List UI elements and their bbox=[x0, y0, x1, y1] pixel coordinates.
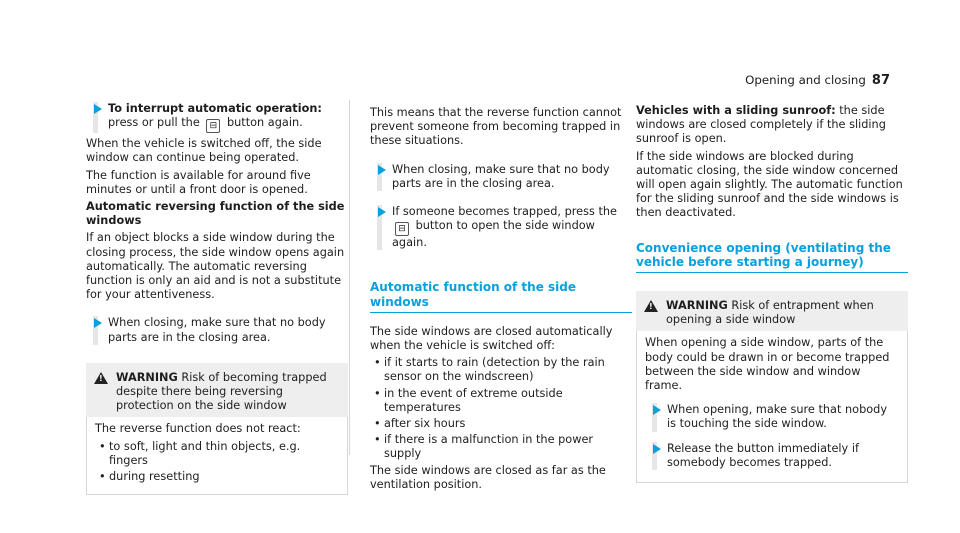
warning-body: The reverse function does not react: bbox=[95, 422, 301, 436]
warning-triangle-icon: ! bbox=[94, 372, 108, 384]
step-arrow-icon bbox=[378, 207, 386, 217]
step-release bbox=[645, 442, 899, 470]
list-item: • after six hours bbox=[384, 417, 632, 431]
warning-list bbox=[95, 440, 339, 485]
section-heading: Convenience opening (ventilating the vehicle before starting a journey) bbox=[636, 241, 908, 273]
page-header bbox=[745, 73, 890, 88]
warning-label: WARNING bbox=[116, 370, 178, 384]
paragraph: The side windows are closed as far as the ventilation position. bbox=[370, 463, 606, 491]
column-1 bbox=[86, 102, 348, 495]
step-title: To interrupt automatic operation: bbox=[108, 102, 322, 115]
section-heading: Automatic function of the side windows bbox=[370, 280, 632, 312]
paragraph: If an object blocks a side window during the closing process, the side window opens again automatically. The automatic reversing function is only an aid and is not a substitute for your attentiveness. bbox=[86, 231, 345, 302]
step-arrow-icon bbox=[94, 104, 102, 114]
paragraph: The side windows are closed automatically when the vehicle is switched off: bbox=[370, 324, 613, 353]
paragraph: If the side windows are blocked during automatic closing, the side window concerned will open again slightly. The automatic function for the sliding sunroof and the side windows is then deactivated. bbox=[636, 149, 903, 220]
list-item: • during resetting bbox=[109, 470, 339, 484]
step-arrow-icon bbox=[653, 444, 661, 454]
warning-box bbox=[86, 363, 348, 495]
step-interrupt bbox=[86, 102, 348, 133]
step-closing bbox=[86, 316, 348, 344]
bullet-list bbox=[370, 356, 632, 461]
window-switch-icon: ⊟ bbox=[206, 119, 220, 133]
warning-text: Risk of entrapment when opening a side window bbox=[666, 299, 874, 327]
paragraph: the side windows are closed completely if the sliding sunroof is open. bbox=[636, 104, 886, 146]
subheading: Automatic reversing function of the side windows bbox=[86, 200, 345, 228]
paragraph: When the vehicle is switched off, the side window can continue being operated. bbox=[86, 137, 322, 165]
warning-text: Risk of becoming trapped despite there being reversing protection on the side window bbox=[116, 370, 327, 413]
divider bbox=[349, 100, 350, 455]
column-3 bbox=[636, 104, 908, 483]
paragraph: This means that the reverse function cannot prevent someone from becoming trapped in these situations. bbox=[370, 106, 622, 148]
step-arrow-icon bbox=[94, 318, 102, 328]
list-item: • to soft, light and thin objects, e.g. fingers bbox=[109, 440, 339, 468]
page-header-title: Opening and closing bbox=[745, 73, 866, 87]
step-text: button to open the side window again. bbox=[392, 219, 595, 250]
step-text: press or pull the bbox=[108, 116, 204, 130]
paragraph: The function is available for around five minutes or until a front door is opened. bbox=[86, 168, 311, 196]
step-trapped bbox=[370, 205, 632, 250]
step-opening bbox=[645, 403, 899, 431]
step-text: Release the button immediately if somebody becomes trapped. bbox=[667, 441, 859, 469]
window-switch-icon: ⊟ bbox=[395, 222, 409, 236]
step-closing bbox=[370, 163, 632, 191]
warning-label: WARNING bbox=[666, 299, 728, 313]
step-text: When closing, make sure that no body parts are in the closing area. bbox=[108, 316, 326, 344]
warning-body: When opening a side window, parts of the body could be drawn in or become trapped between the side window and window frame. bbox=[645, 336, 890, 393]
subheading: Vehicles with a sliding sunroof: bbox=[636, 104, 836, 117]
step-text: button again. bbox=[223, 116, 303, 130]
step-text: When opening, make sure that nobody is touching the side window. bbox=[667, 403, 888, 431]
column-2 bbox=[370, 106, 632, 495]
list-item: • in the event of extreme outside temperatures bbox=[384, 387, 632, 415]
warning-box bbox=[636, 291, 908, 483]
step-arrow-icon bbox=[378, 165, 386, 175]
step-arrow-icon bbox=[653, 405, 661, 415]
step-text: When closing, make sure that no body parts are in the closing area. bbox=[392, 162, 610, 190]
step-text: If someone becomes trapped, press the bbox=[392, 205, 617, 219]
list-item: • if it starts to rain (detection by the rain sensor on the windscreen) bbox=[384, 356, 632, 384]
list-item: • if there is a malfunction in the power supply bbox=[384, 433, 632, 461]
page-number: 87 bbox=[871, 73, 890, 88]
warning-triangle-icon: ! bbox=[644, 300, 658, 312]
